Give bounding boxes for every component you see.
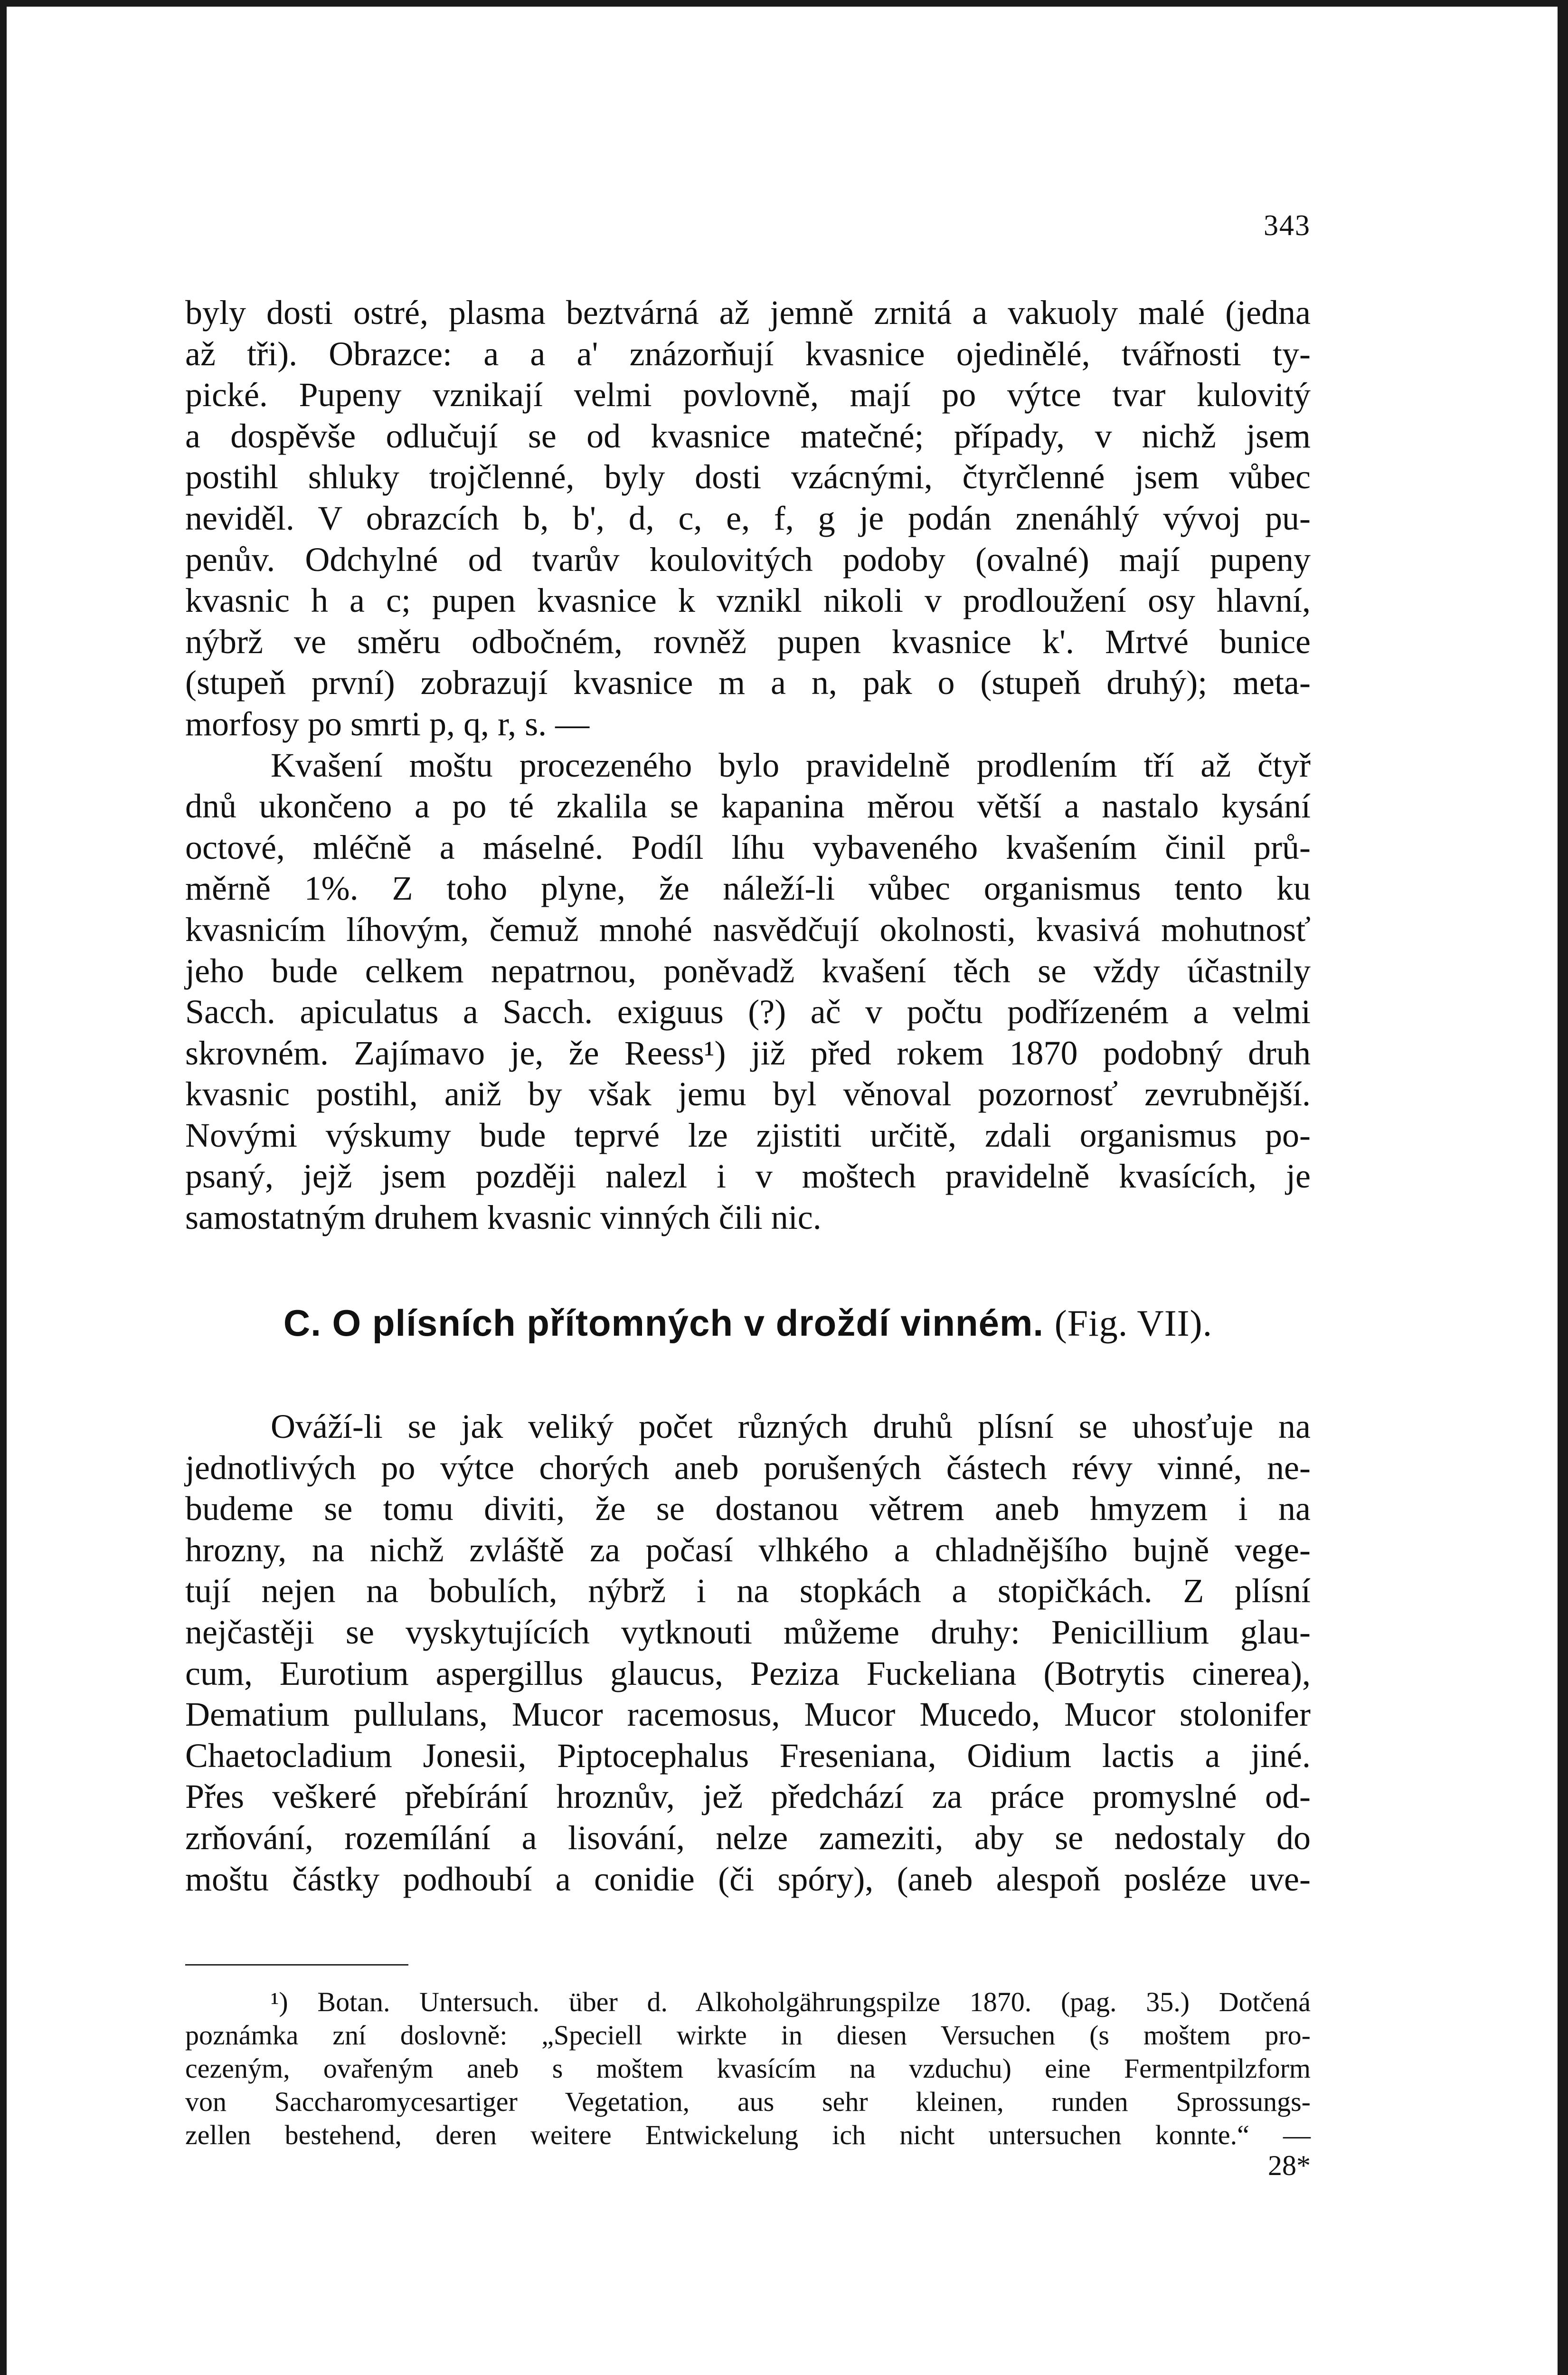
footnote-line: ¹) Botan. Untersuch. über d. Alkoholgährungspilze 1870. (pag. 35.) Dotčená (271, 1986, 1311, 2017)
text-line: morfosy po smrti p, q, r, s. — (185, 704, 590, 743)
section-heading (185, 1302, 1311, 1345)
text-line: budeme se tomu diviti, že se dostanou větrem aneb hmyzem i na (185, 1490, 1311, 1528)
text-line: měrně 1%. Z toho plyne, že náleží-li vůbec organismus tento ku (185, 869, 1311, 908)
footnote-line: poznámka zní doslovně: „Speciell wirkte in diesen Versuchen (s moštem pro- (185, 2020, 1311, 2051)
text-line: jednotlivých po výtce chorých aneb porušených částech révy vinné, ne- (185, 1448, 1311, 1487)
text-line: jeho bude celkem nepatrnou, poněvadž kvašení těch se vždy účastnily (185, 951, 1311, 990)
text-line: nýbrž ve směru odbočném, rovněž pupen kvasnice k'. Mrtvé bunice (185, 622, 1311, 661)
footnote-line: zellen bestehend, deren weitere Entwickelung ich nicht untersuchen konnte.“ — (185, 2119, 1311, 2150)
text-line: (stupeň první) zobrazují kvasnice m a n, pak o (stupeň druhý); meta- (185, 664, 1311, 702)
text-line: kvasnicím líhovým, čemuž mnohé nasvědčují okolnosti, kvasivá mohutnosť (185, 910, 1311, 949)
text-line: psaný, jejž jsem později nalezl i v moštech pravidelně kvasících, je (185, 1157, 1311, 1196)
text-line: Ováží-li se jak veliký počet různých druhů plísní se uhosťuje na (271, 1407, 1311, 1445)
printer-signature: 28* (1268, 2150, 1311, 2181)
text-line: nejčastěji se vyskytujících vytknouti můžeme druhy: Penicillium glau- (185, 1613, 1311, 1651)
footnote-divider (185, 1964, 408, 1966)
figure-reference: (Fig. VII). (1054, 1302, 1213, 1344)
text-line: kvasnic postihl, aniž by však jemu byl věnoval pozornosť zevrubnější. (185, 1075, 1311, 1113)
paragraph-3 (185, 1406, 1311, 1900)
text-line: hrozny, na nichž zvláště za počasí vlhkého a chladnějšího bujně vege- (185, 1530, 1311, 1569)
text-line: až tři). Obrazce: a a a' znázorňují kvasnice ojedinělé, tvářnosti ty- (185, 334, 1311, 373)
text-line: pické. Pupeny vznikají velmi povlovně, mají po výtce tvar kulovitý (185, 376, 1311, 414)
footnote-line: cezeným, ovařeným aneb s moštem kvasícím na vzduchu) eine Fermentpilzform (185, 2053, 1311, 2084)
text-line: samostatným druhem kvasnic vinných čili nic. (185, 1198, 822, 1237)
text-line: Přes veškeré přebírání hroznův, jež předchází za práce promyslné od- (185, 1777, 1311, 1816)
text-line: Dematium pullulans, Mucor racemosus, Mucor Mucedo, Mucor stolonifer (185, 1695, 1311, 1734)
text-line: byly dosti ostré, plasma beztvárná až jemně zrnitá a vakuoly malé (jedna (185, 294, 1311, 332)
text-line: neviděl. V obrazcích b, b', d, c, e, f, g je podán znenáhlý vývoj pu- (185, 499, 1311, 537)
text-line: tují nejen na bobulích, nýbrž i na stopkách a stopičkách. Z plísní (185, 1572, 1311, 1610)
text-line: penův. Odchylné od tvarův koulovitých podoby (ovalné) mají pupeny (185, 540, 1311, 579)
page-number: 343 (1264, 209, 1311, 242)
text-line: cum, Eurotium aspergillus glaucus, Peziza Fuckeliana (Botrytis cinerea), (185, 1654, 1311, 1692)
text-line: dnů ukončeno a po té zkalila se kapanina měrou větší a nastalo kysání (185, 787, 1311, 826)
text-line: Sacch. apiculatus a Sacch. exiguus (?) ač v počtu podřízeném a velmi (185, 993, 1311, 1031)
text-line: Novými výskumy bude teprvé lze zjistiti určitě, zdali organismus po- (185, 1116, 1311, 1154)
paragraph-1 (185, 292, 1311, 745)
section-body (185, 1406, 1311, 1900)
text-line: postihl shluky trojčlenné, byly dosti vzácnými, čtyrčlenné jsem vůbec (185, 458, 1311, 496)
text-line: kvasnic h a c; pupen kvasnice k vznikl nikoli v prodloužení osy hlavní, (185, 581, 1311, 620)
footnote-line: von Saccharomycesartiger Vegetation, aus sehr kleinen, runden Sprossungs- (185, 2086, 1311, 2117)
text-line: octové, mléčně a máselné. Podíl líhu vybaveného kvašením činil prů- (185, 828, 1311, 866)
text-line: Kvašení moštu procezeného bylo pravidelně prodlením tří až čtyř (271, 746, 1311, 784)
paragraph-2 (185, 745, 1311, 1238)
text-line: skrovném. Zajímavo je, že Reess¹) již před rokem 1870 podobný druh (185, 1034, 1311, 1072)
footnote (185, 1986, 1311, 2152)
text-line: a dospěvše odlučují se od kvasnice matečné; případy, v nichž jsem (185, 417, 1311, 455)
text-line: Chaetocladium Jonesii, Piptocephalus Freseniana, Oidium lactis a jiné. (185, 1736, 1311, 1775)
section-title: C. O plísních přítomných v droždí vinném. (283, 1302, 1044, 1344)
text-line: moštu částky podhoubí a conidie (či spóry), (aneb alespoň posléze uve- (185, 1860, 1311, 1898)
text-line: zrňování, rozemílání a lisování, nelze zameziti, aby se nedostaly do (185, 1818, 1311, 1857)
body-text (185, 292, 1311, 1238)
